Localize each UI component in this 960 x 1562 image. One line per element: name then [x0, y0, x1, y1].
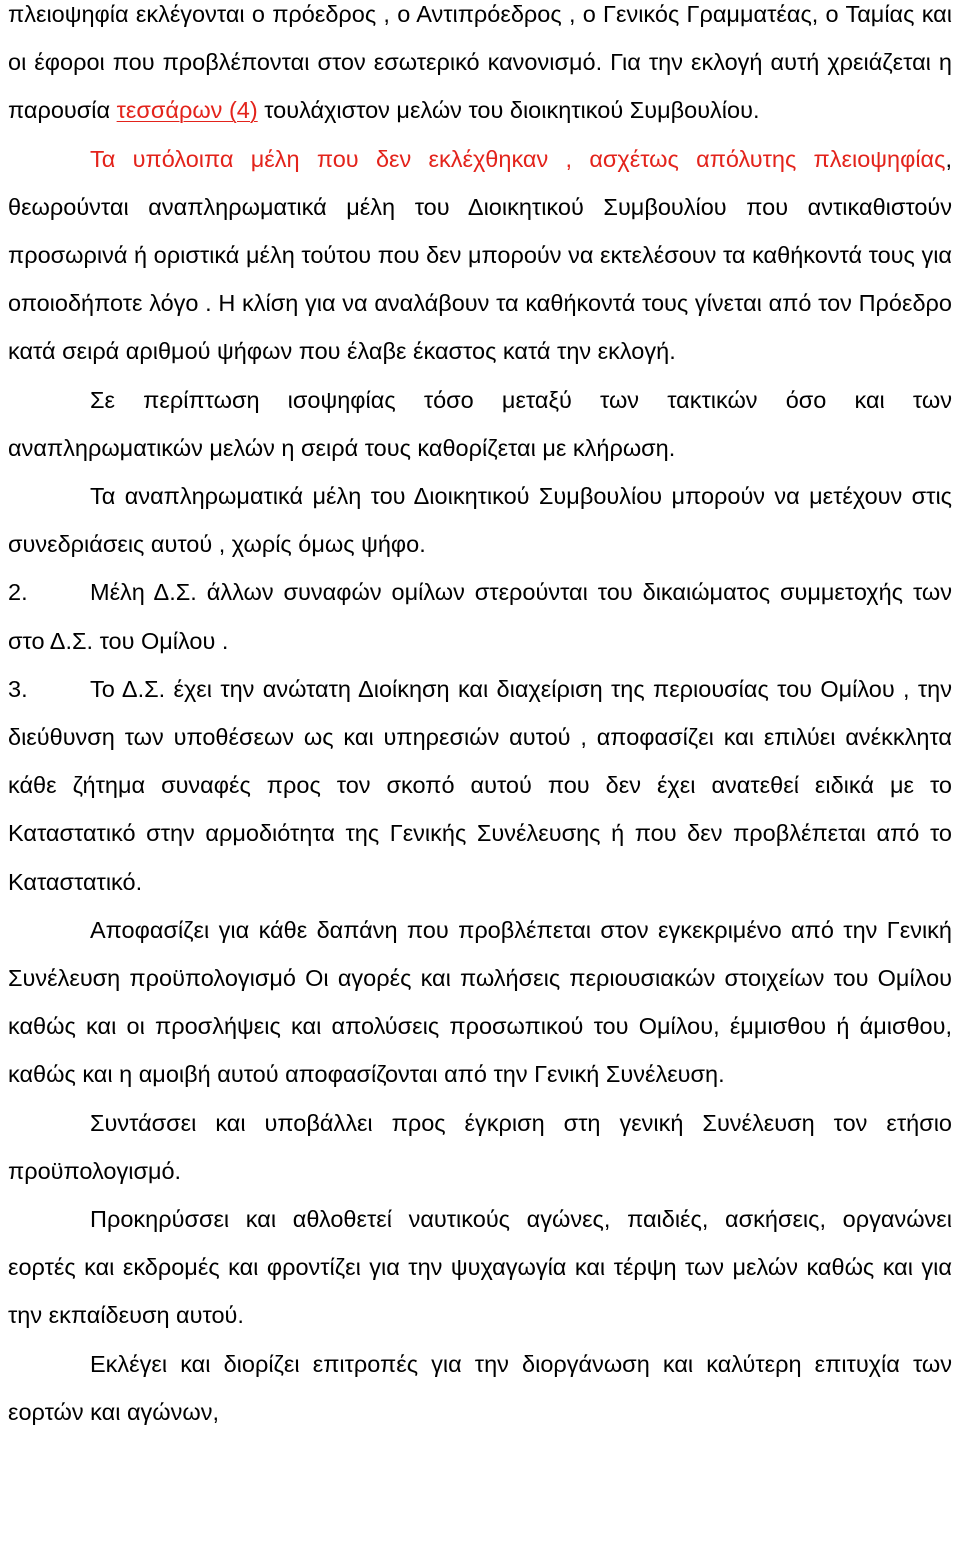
item-number: 2. — [8, 579, 28, 606]
numbered-item-3 — [8, 665, 952, 906]
paragraph-text: , θεωρούνται αναπληρωματικά μέλη του Διοικητικού Συμβουλίου που αντικαθιστούν προσωρινά ή οριστικά μέλη τούτου που δεν μπορούν να εκτελέσουν τα καθήκοντά τους για οποιοδήποτε λόγο . Η κλίση για να αναλάβουν τα καθήκοντά τους γίνεται από τον Πρόεδρο κατά σειρά αριθμού ψήφων που έλαβε έκαστος κατά την εκλογή. — [8, 145, 952, 365]
paragraph-tie-vote: Σε περίπτωση ισοψηφίας τόσο μεταξύ των τακτικών όσο και των αναπληρωματικών μελών η σειρά τους καθορίζεται με κλήρωση. — [8, 386, 952, 461]
paragraph-expenses: Αποφασίζει για κάθε δαπάνη που προβλέπεται στον εγκεκριμένο από την Γενική Συνέλευση προϋπολογισμό Οι αγορές και πωλήσεις περιουσιακών στοιχείων του Ομίλου καθώς και οι προσλήψεις και απολύσεις προσωπικού του Ομίλου, έμμισθου ή άμισθου, καθώς και η αμοιβή αυτού αποφασίζονται από την Γενική Συνέλευση. — [8, 916, 952, 1088]
paragraph-events: Προκηρύσσει και αθλοθετεί ναυτικούς αγώνες, παιδιές, ασκήσεις, οργανώνει εορτές και εκδρομές και φροντίζει για την ψυχαγωγία και τέρψη των μελών καθώς και για την εκπαίδευση αυτού. — [8, 1206, 952, 1329]
paragraph-substitute-participation: Τα αναπληρωματικά μέλη του Διοικητικού Συμβουλίου μπορούν να μετέχουν στις συνεδριάσεις αυτού , χωρίς όμως ψήφο. — [8, 483, 952, 558]
quorum-highlight: τεσσάρων (4) — [116, 97, 258, 124]
item-text: Μέλη Δ.Σ. άλλων συναφών ομίλων στερούνται του δικαιώματος συμμετοχής των στο Δ.Σ. του Ομίλου . — [8, 579, 952, 654]
paragraph-board-election — [8, 0, 952, 135]
item-text: Το Δ.Σ. έχει την ανώτατη Διοίκηση και διαχείριση της περιουσίας του Ομίλου , την διεύθυνση των υποθέσεων ως και υπηρεσιών αυτού , αποφασίζει και επιλύει ανέκκλητα κάθε ζήτημα συναφές προς τον σκοπό αυτού που δεν έχει ανατεθεί ειδικά με το Καταστατικό στην αρμοδιότητα της Γενικής Συνέλευσης ή που δεν προβλέπεται από το Καταστατικό. — [8, 675, 952, 895]
document-page — [8, 0, 952, 1436]
paragraph-text: πλειοψηφία εκλέγονται ο πρόεδρος , ο Αντιπρόεδρος , ο Γενικός Γραμματέας, ο Ταμίας και οι έφοροι που προβλέπονται στον εσωτερικό κανονισμό. Για την εκλογή αυτή χρειάζεται η παρουσία — [8, 1, 952, 124]
paragraph-committees: Εκλέγει και διορίζει επιτροπές για την διοργάνωση και καλύτερη επιτυχία των εορτών και αγώνων, — [8, 1350, 952, 1425]
paragraph-budget: Συντάσσει και υποβάλλει προς έγκριση στη γενική Συνέλευση τον ετήσιο προϋπολογισμό. — [8, 1109, 952, 1184]
paragraph-substitute-members — [8, 135, 952, 376]
numbered-item-2 — [8, 568, 952, 664]
item-number: 3. — [8, 675, 28, 702]
red-highlight-text: Τα υπόλοιπα μέλη που δεν εκλέχθηκαν , ασχέτως απόλυτης πλειοψηφίας — [90, 145, 946, 172]
paragraph-text: τουλάχιστον μελών του διοικητικού Συμβουλίου. — [257, 97, 760, 124]
